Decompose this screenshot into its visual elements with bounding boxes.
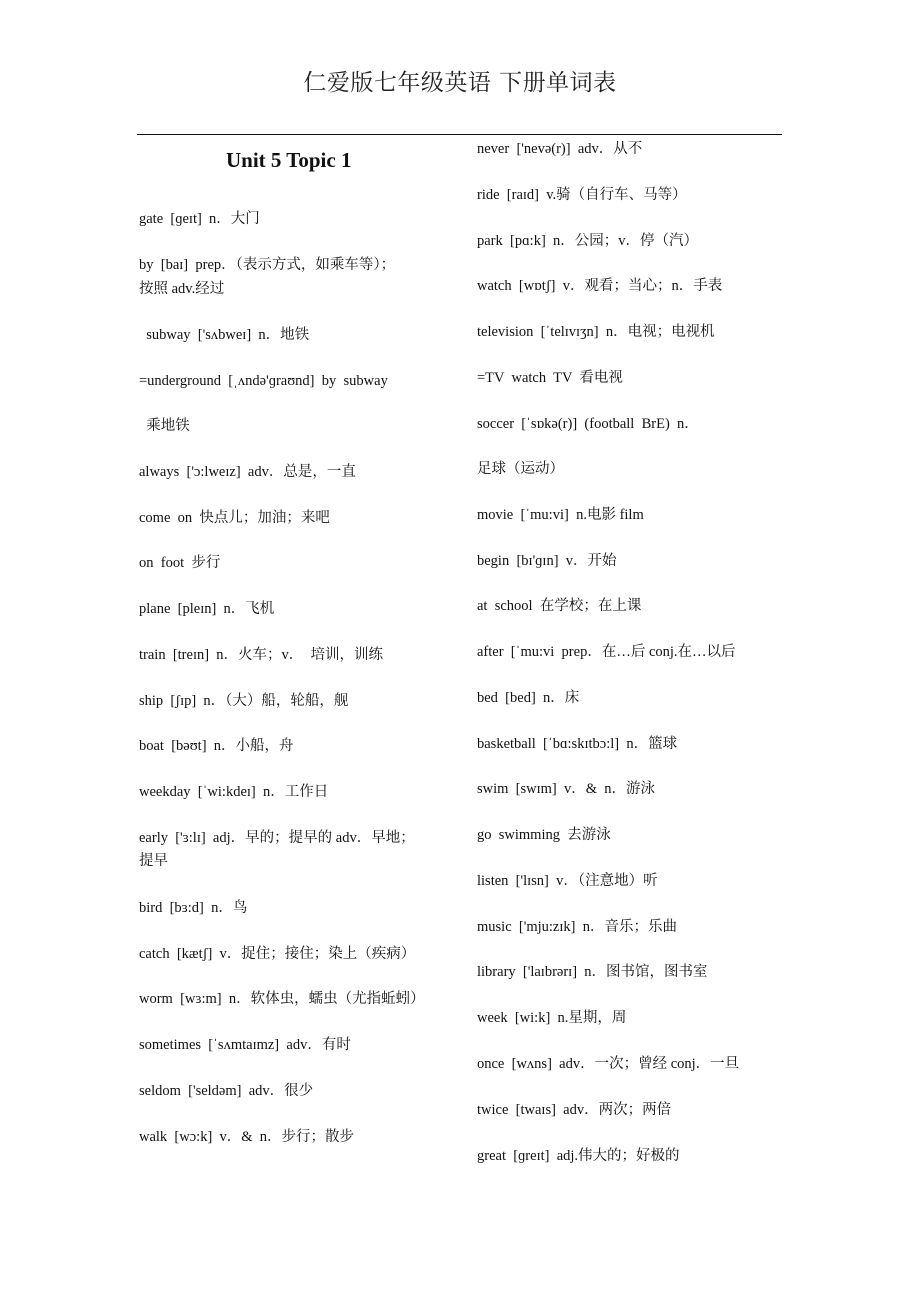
vocab-entry: listen ['lɪsn] v．（注意地）听 — [477, 873, 658, 889]
vocab-entry: plane [pleɪn] n．飞机 — [139, 601, 275, 617]
vocab-entry: television [ˈtelɪvɪʒn] n．电视；电视机 — [477, 324, 715, 340]
vocab-entry: ride [raɪd] v.骑（自行车、马等） — [477, 187, 687, 203]
vocab-entry: music ['mju:zɪk] n．音乐；乐曲 — [477, 919, 677, 935]
vocab-entry: worm [wɜ:m] n．软体虫，蠕虫（尤指蚯蚓） — [139, 991, 425, 1007]
vocab-entry: seldom ['seldəm] adv．很少 — [139, 1083, 314, 1099]
vocab-entry: at school 在学校；在上课 — [477, 598, 642, 614]
vocab-entry: watch [wɒtʃ] v．观看；当心；n．手表 — [477, 278, 723, 294]
vocab-entry: great [ɡreɪt] adj.伟大的；好极的 — [477, 1148, 680, 1164]
unit-heading: Unit 5 Topic 1 — [226, 148, 352, 172]
vocab-entry: weekday [ˈwi:kdeɪ] n．工作日 — [139, 784, 329, 800]
vocab-entry: library ['laɪbrərɪ] n．图书馆，图书室 — [477, 964, 708, 980]
vocab-entry: early ['ɜ:lɪ] adj．早的；提早的 adv．早地； — [139, 830, 415, 846]
vocab-entry: boat [bəʊt] n．小船，舟 — [139, 738, 294, 754]
vocab-entry: =TV watch TV 看电视 — [477, 370, 623, 386]
vocab-entry: walk [wɔ:k] v．& n．步行；散步 — [139, 1129, 355, 1145]
vocab-entry: after [ˈmu:vi prep．在…后 conj.在…以后 — [477, 644, 736, 660]
vocab-entry: begin [bɪ'ɡɪn] v．开始 — [477, 553, 617, 569]
vocab-entry: gate [ɡeɪt] n．大门 — [139, 211, 260, 227]
vocab-entry: twice [twaɪs] adv．两次；两倍 — [477, 1102, 672, 1118]
vocab-entry: by [baɪ] prep．（表示方式，如乘车等）； — [139, 257, 396, 273]
vocab-entry: week [wi:k] n.星期，周 — [477, 1010, 627, 1026]
page-title: 仁爱版七年级英语 下册单词表 — [303, 70, 617, 96]
vocab-entry: on foot 步行 — [139, 555, 221, 571]
vocab-entry: 足球（运动） — [477, 461, 564, 477]
vocab-entry: go swimming 去游泳 — [477, 827, 611, 843]
vocab-entry: ship [ʃɪp] n．（大）船，轮船，舰 — [139, 693, 349, 709]
vocab-entry: bed [bed] n．床 — [477, 690, 580, 706]
vocab-entry: catch [kætʃ] v．捉住；接住；染上（疾病） — [139, 946, 416, 962]
vocab-entry: once [wʌns] adv．一次；曾经 conj．一旦 — [477, 1056, 740, 1072]
vocab-entry: bird [bɜ:d] n．鸟 — [139, 900, 248, 916]
vocab-entry: never ['nevə(r)] adv．从不 — [477, 141, 643, 157]
vocab-entry: sometimes [ˈsʌmtaɪmz] adv．有时 — [139, 1037, 351, 1053]
vocab-entry: basketball [ˈbɑ:skɪtbɔ:l] n．篮球 — [477, 736, 678, 752]
vocab-entry: swim [swɪm] v．& n．游泳 — [477, 781, 656, 797]
vocab-entry: =underground [ˌʌndə'ɡraʊnd] by subway — [139, 373, 388, 389]
vocab-entry: soccer [ˈsɒkə(r)] (football BrE) n． — [477, 416, 699, 432]
vocab-entry: come on 快点儿；加油；来吧 — [139, 510, 330, 526]
vocab-entry: 提早 — [139, 853, 168, 869]
vocab-entry: always ['ɔ:lweɪz] adv．总是，一直 — [139, 464, 356, 480]
vocab-entry: 按照 adv.经过 — [139, 281, 225, 297]
title-divider — [137, 134, 782, 135]
vocab-entry: subway ['sʌbweɪ] n．地铁 — [139, 327, 310, 343]
vocab-entry: 乘地铁 — [139, 418, 190, 434]
vocab-entry: train [treɪn] n．火车；v． 培训，训练 — [139, 647, 384, 663]
vocab-entry: park [pɑ:k] n．公园；v．停（汽） — [477, 233, 699, 249]
vocab-entry: movie [ˈmu:vi] n.电影 film — [477, 507, 644, 523]
